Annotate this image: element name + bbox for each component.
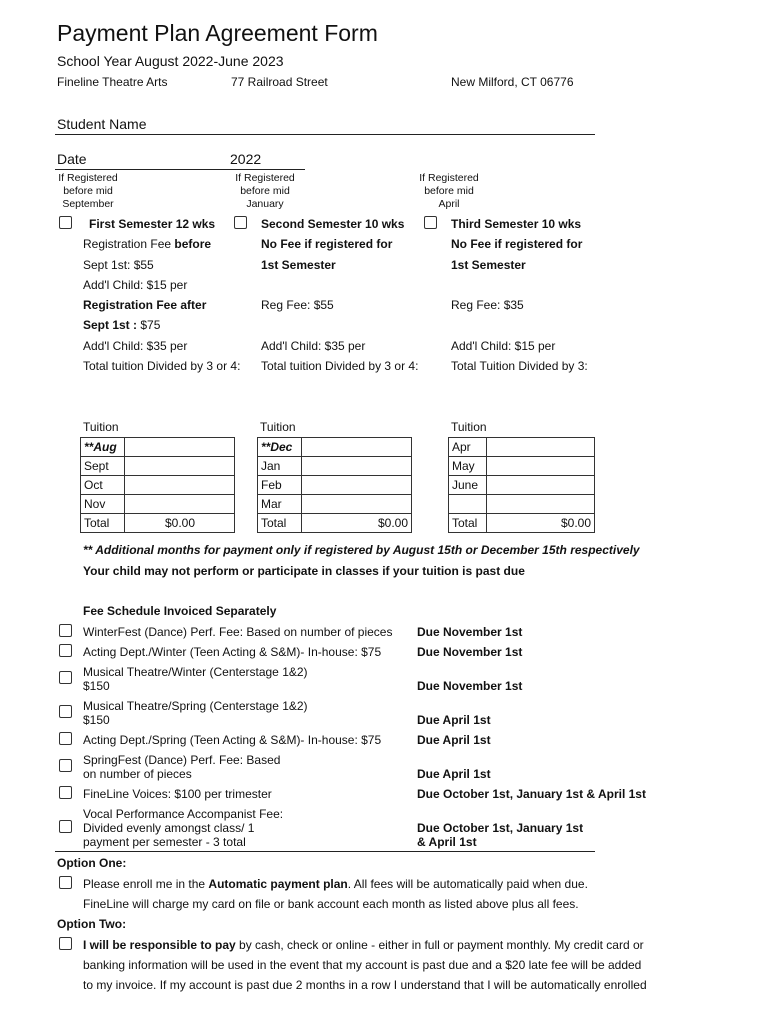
table-row (81, 514, 235, 533)
month-cell: Feb (258, 476, 302, 495)
winterfest-fee-due: Due November 1st (417, 625, 523, 639)
musical-winter-fee-checkbox[interactable] (59, 671, 72, 684)
s3-first-semester: 1st Semester (451, 258, 526, 272)
fineline-voices-fee-due: Due October 1st, January 1st & April 1st (417, 787, 646, 801)
date-field[interactable] (55, 169, 305, 170)
tuition-label-3: Tuition (451, 420, 487, 434)
month-cell: Oct (81, 476, 125, 495)
s1-addl-child-after: Add'l Child: $35 per (83, 339, 188, 353)
reg-note-april: If Registered before mid April (419, 172, 479, 210)
accompanist-fee-checkbox[interactable] (59, 820, 72, 833)
winterfest-fee-desc: WinterFest (Dance) Perf. Fee: Based on number of pieces (83, 625, 393, 639)
table-row (258, 476, 412, 495)
accompanist-fee-desc: Vocal Performance Accompanist Fee: Divided evenly amongst class/ 1 payment per semester - 3 total (83, 807, 284, 849)
amount-input[interactable] (125, 438, 235, 457)
organization-name: Fineline Theatre Arts (57, 75, 168, 89)
month-cell: Sept (81, 457, 125, 476)
divider (55, 851, 595, 852)
option-one-text: Please enroll me in the Automatic payment plan. All fees will be automatically paid when due. (83, 877, 588, 891)
option-two-text-line3: to my invoice. If my account is past due 2 months in a row I understand that I will be automatically enrolled (83, 978, 647, 992)
school-year: School Year August 2022-June 2023 (57, 53, 284, 69)
total-value: $0.00 (487, 514, 595, 533)
total-label: Total (449, 514, 487, 533)
acting-spring-fee-desc: Acting Dept./Spring (Teen Acting & S&M)- In-house: $75 (83, 733, 382, 747)
option-two-text-line2: banking information will be used in the event that my account is past due and a $20 late fee will be added (83, 958, 642, 972)
s2-no-fee: No Fee if registered for (261, 237, 393, 251)
month-cell: Mar (258, 495, 302, 514)
s1-sept-fee: Sept 1st: $55 (83, 258, 154, 272)
option-two-text: I will be responsible to pay by cash, check or online - either in full or payment monthly. My credit card or (83, 938, 644, 952)
s1-sept-after-fee: Sept 1st : $75 (83, 318, 161, 332)
option-one-text-line2: FineLine will charge my card on file or bank account each month as listed above plus all fees. (83, 897, 579, 911)
date-value: 2022 (230, 151, 262, 167)
tuition-table-third (448, 437, 595, 533)
past-due-note: Your child may not perform or participate in classes if your tuition is past due (83, 564, 525, 578)
table-row (258, 514, 412, 533)
table-row (81, 438, 235, 457)
amount-input[interactable] (487, 457, 595, 476)
acting-winter-fee-checkbox[interactable] (59, 644, 72, 657)
table-row (449, 438, 595, 457)
table-row (449, 457, 595, 476)
amount-input[interactable] (302, 476, 412, 495)
student-name-field[interactable] (55, 134, 595, 135)
amount-input[interactable] (302, 495, 412, 514)
s2-first-semester: 1st Semester (261, 258, 336, 272)
s1-addl-child-before: Add'l Child: $15 per (83, 278, 188, 292)
table-row (81, 476, 235, 495)
tuition-label-1: Tuition (83, 420, 119, 434)
s1-total-divided: Total tuition Divided by 3 or 4: (83, 359, 241, 373)
student-name-label: Student Name (57, 116, 147, 132)
table-row (449, 495, 595, 514)
month-cell (449, 495, 487, 514)
table-row (81, 457, 235, 476)
first-semester-checkbox[interactable] (59, 216, 72, 229)
table-row (258, 438, 412, 457)
springfest-fee-desc: SpringFest (Dance) Perf. Fee: Based on number of pieces (83, 753, 281, 781)
acting-winter-fee-desc: Acting Dept./Winter (Teen Acting & S&M)- In-house: $75 (83, 645, 382, 659)
table-row (258, 457, 412, 476)
option-two-label: Option Two: (57, 917, 127, 931)
month-cell: **Aug (81, 438, 125, 457)
s2-reg-fee: Reg Fee: $55 (261, 298, 334, 312)
tuition-table-second (257, 437, 412, 533)
reg-note-january: If Registered before mid January (235, 172, 295, 210)
tuition-table-first (80, 437, 235, 533)
additional-months-note: ** Additional months for payment only if registered by August 15th or December 15th respectively (83, 543, 640, 557)
s2-addl-child: Add'l Child: $35 per (261, 339, 366, 353)
acting-spring-fee-due: Due April 1st (417, 733, 491, 747)
month-cell: Apr (449, 438, 487, 457)
winterfest-fee-checkbox[interactable] (59, 624, 72, 637)
musical-spring-fee-due: Due April 1st (417, 713, 491, 727)
amount-input[interactable] (125, 495, 235, 514)
amount-input[interactable] (487, 438, 595, 457)
fineline-voices-fee-checkbox[interactable] (59, 786, 72, 799)
acting-spring-fee-checkbox[interactable] (59, 732, 72, 745)
second-semester-checkbox[interactable] (234, 216, 247, 229)
total-label: Total (81, 514, 125, 533)
fee-schedule-heading: Fee Schedule Invoiced Separately (83, 604, 277, 618)
s1-reg-fee-before: Registration Fee before (83, 237, 212, 251)
tuition-label-2: Tuition (260, 420, 296, 434)
first-semester-title: First Semester 12 wks (89, 217, 216, 231)
month-cell: June (449, 476, 487, 495)
month-cell: **Dec (258, 438, 302, 457)
springfest-fee-checkbox[interactable] (59, 759, 72, 772)
amount-input[interactable] (125, 476, 235, 495)
table-row (449, 476, 595, 495)
reg-note-september: If Registered before mid September (58, 172, 118, 210)
s3-addl-child: Add'l Child: $15 per (451, 339, 556, 353)
table-row (81, 495, 235, 514)
amount-input[interactable] (125, 457, 235, 476)
date-label: Date (57, 151, 87, 167)
option-two-checkbox[interactable] (59, 937, 72, 950)
option-one-checkbox[interactable] (59, 876, 72, 889)
month-cell: Jan (258, 457, 302, 476)
amount-input[interactable] (487, 495, 595, 514)
musical-spring-fee-desc: Musical Theatre/Spring (Centerstage 1&2) $150 (83, 699, 308, 727)
option-one-label: Option One: (57, 856, 127, 870)
third-semester-checkbox[interactable] (424, 216, 437, 229)
musical-winter-fee-desc: Musical Theatre/Winter (Centerstage 1&2) $150 (83, 665, 308, 693)
third-semester-title: Third Semester 10 wks (451, 217, 582, 231)
amount-input[interactable] (487, 476, 595, 495)
total-value: $0.00 (125, 514, 235, 533)
musical-spring-fee-checkbox[interactable] (59, 705, 72, 718)
total-value: $0.00 (302, 514, 412, 533)
city-address: New Milford, CT 06776 (451, 75, 574, 89)
second-semester-title: Second Semester 10 wks (261, 217, 405, 231)
table-row (258, 495, 412, 514)
s2-total-divided: Total tuition Divided by 3 or 4: (261, 359, 419, 373)
table-row (449, 514, 595, 533)
amount-input[interactable] (302, 438, 412, 457)
month-cell: Nov (81, 495, 125, 514)
s3-reg-fee: Reg Fee: $35 (451, 298, 524, 312)
s3-no-fee: No Fee if registered for (451, 237, 583, 251)
musical-winter-fee-due: Due November 1st (417, 679, 523, 693)
fineline-voices-fee-desc: FineLine Voices: $100 per trimester (83, 787, 272, 801)
s1-reg-fee-after: Registration Fee after (83, 298, 207, 312)
springfest-fee-due: Due April 1st (417, 767, 491, 781)
amount-input[interactable] (302, 457, 412, 476)
s3-total-divided: Total Tuition Divided by 3: (451, 359, 588, 373)
accompanist-fee-due: Due October 1st, January 1st & April 1st (417, 821, 584, 849)
form-title: Payment Plan Agreement Form (57, 20, 378, 46)
acting-winter-fee-due: Due November 1st (417, 645, 523, 659)
total-label: Total (258, 514, 302, 533)
month-cell: May (449, 457, 487, 476)
street-address: 77 Railroad Street (231, 75, 328, 89)
